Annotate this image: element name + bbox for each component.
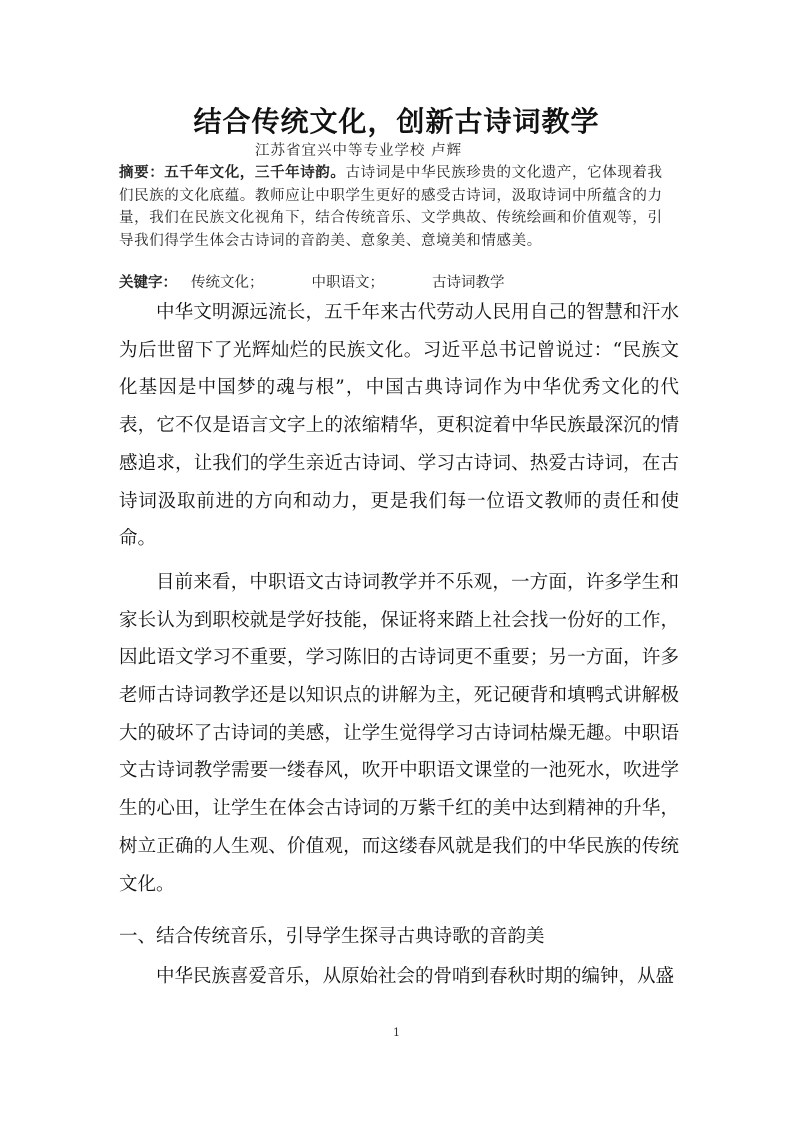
author-line: 江苏省宜兴中等专业学校 卢辉 <box>255 143 463 159</box>
page-number: 1 <box>393 1026 400 1039</box>
keyword-item: 古诗词教学 <box>432 275 505 291</box>
document-title: 结合传统文化，创新古诗词教学 <box>193 105 600 138</box>
body-paragraph: 目前来看，中职语文古诗词教学并不乐观，一方面，许多学生和家长认为到职校就是学好技能，保证将来踏上社会找一份好的工作，因此语文学习不重要，学习陈旧的古诗词更不重要；另一方面，许多老师古诗词教学还是以知识点的讲解为主，死记硬背和填鸭式讲解极大的破坏了古诗词的美感，让学生觉得学习古诗词枯燥无趣。中职语文古诗词教学需要一缕春风，吹开中职语文课堂的一池死水，吹进学生的心田，让学生在体会古诗词的万紫千红的美中达到精神的升华，树立正确的人生观、价值观，而这缕春风就是我们的中华民族的传统文化。 <box>119 571 679 895</box>
keywords-label: 关键字： <box>119 274 177 291</box>
keyword-item: 传统文化； <box>191 275 264 291</box>
body-paragraph: 中华民族喜爱音乐，从原始社会的骨哨到春秋时期的编钟，从盛 <box>156 966 675 987</box>
body-text <box>119 294 679 903</box>
keywords-line <box>119 273 505 293</box>
abstract <box>119 162 675 252</box>
body-paragraph: 中华文明源远流长，五千年来古代劳动人民用自己的智慧和汗水为后世留下了光辉灿烂的民族文化。习近平总书记曾说过：“民族文化基因是中国梦的魂与根”，中国古典诗词作为中华优秀文化的代表，它不仅是语言文字上的浓缩精华，更积淀着中华民族最深沉的情感追求，让我们的学生亲近古诗词、学习古诗词、热爱古诗词，在古诗词汲取前进的方向和动力，更是我们每一位语文教师的责任和使命。 <box>119 302 679 550</box>
abstract-lead: 摘要：五千年文化，三千年诗韵。 <box>119 164 346 181</box>
keyword-item: 中职语文； <box>311 275 384 291</box>
abstract-body: 古诗词是中华民族珍贵的文化遗产，它体现着我们民族的文化底蕴。教师应让中职学生更好的感受古诗词，汲取诗词中所蕴含的力量，我们在民族文化视角下，结合传统音乐、文学典故、传统绘画和价值观等，引导我们得学生体会古诗词的音韵美、意象美、意境美和情感美。 <box>119 165 663 249</box>
section-heading: 一、结合传统音乐，引导学生探寻古典诗歌的音韵美 <box>119 926 545 947</box>
